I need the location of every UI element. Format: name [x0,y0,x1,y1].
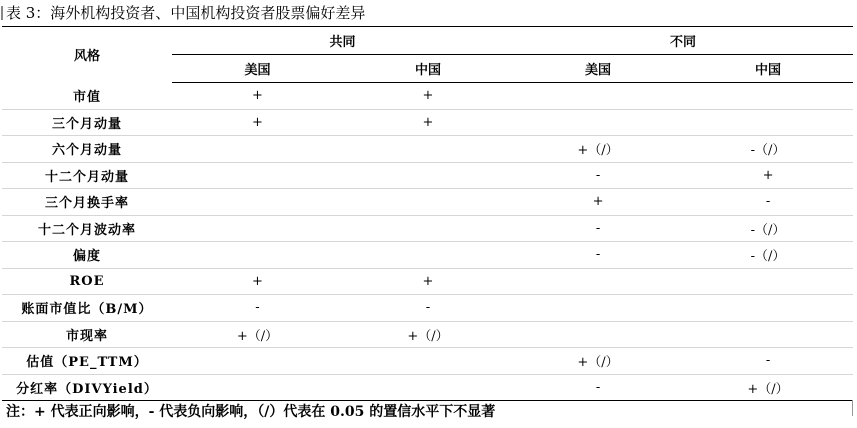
table-row [2,242,853,269]
table-row [2,268,853,295]
row-label: ROE [2,268,172,295]
row-label: 六个月动量 [2,136,172,163]
table-cell [513,268,683,295]
table-cell [343,136,513,163]
table-cell [513,83,683,110]
table-row [2,348,853,375]
row-label: 十二个月波动率 [2,215,172,242]
table-cell [343,242,513,269]
row-label: 市现率 [2,321,172,348]
table-cell [683,83,853,110]
group-header-common: 共同 [172,27,513,55]
table-cell: - [513,162,683,189]
table-cell [172,215,343,242]
table-cell: - [683,189,853,216]
table-cell [172,242,343,269]
row-label: 偏度 [2,242,172,269]
row-label: 十二个月动量 [2,162,172,189]
style-header: 风格 [73,49,100,65]
row-label: 三个月动量 [2,109,172,136]
sub-header-common-cn: 中国 [343,55,513,83]
table-cell [513,109,683,136]
table-cell: + [343,268,513,295]
table-cell [513,295,683,322]
row-label: 分红率（DIVYield） [2,374,172,401]
table-cell [343,189,513,216]
table-cell: +（/） [343,321,513,348]
table-row [2,83,853,110]
row-label: 市值 [2,83,172,110]
table-cell: + [172,268,343,295]
table-cell [343,374,513,401]
table-row [2,374,853,401]
table-cell [172,162,343,189]
table-cell [172,136,343,163]
group-header-different: 不同 [513,27,853,55]
table-cell: - [343,295,513,322]
table-row [2,109,853,136]
row-label: 账面市值比（B/M） [2,295,172,322]
table-row [2,136,853,163]
table-row [2,295,853,322]
sub-header-common-us: 美国 [172,55,343,83]
table-cell: -（/） [683,136,853,163]
table-caption: 表 3：海外机构投资者、中国机构投资者股票偏好差异 [6,4,366,22]
table-cell: - [513,374,683,401]
table-cell: - [683,348,853,375]
header-row-groups [2,27,853,55]
table-row [2,321,853,348]
table-cell: + [513,189,683,216]
table-row [2,162,853,189]
table-cell [683,109,853,136]
table-cell: - [513,215,683,242]
table-cell: -（/） [683,215,853,242]
table-cell [683,268,853,295]
right-edge-marker [852,400,856,416]
table-cell [683,295,853,322]
table-cell: +（/） [513,348,683,375]
table-cell: + [343,83,513,110]
sub-header-different-cn: 中国 [683,55,853,83]
table-cell: +（/） [683,374,853,401]
table-cell: + [683,162,853,189]
table-cell: -（/） [683,242,853,269]
table-cell: + [343,109,513,136]
sub-header-different-us: 美国 [513,55,683,83]
preference-table [2,26,853,401]
table-cell: +（/） [513,136,683,163]
table-cell [172,189,343,216]
table-cell: +（/） [172,321,343,348]
table-cell [343,215,513,242]
table-cell [513,321,683,348]
table-cell [343,348,513,375]
table-row [2,189,853,216]
row-label: 估值（PE_TTM） [2,348,172,375]
table-cell [343,162,513,189]
row-label: 三个月换手率 [2,189,172,216]
table-cell [172,348,343,375]
table-cell: - [172,295,343,322]
table-cell: + [172,83,343,110]
table-cell: + [172,109,343,136]
left-edge-marker [1,6,3,20]
table-row [2,215,853,242]
table-cell [172,374,343,401]
table-cell: - [513,242,683,269]
table-cell [683,321,853,348]
table-note: 注：+ 代表正向影响，- 代表负向影响，（/）代表在 0.05 的置信水平下不显著 [6,404,496,420]
